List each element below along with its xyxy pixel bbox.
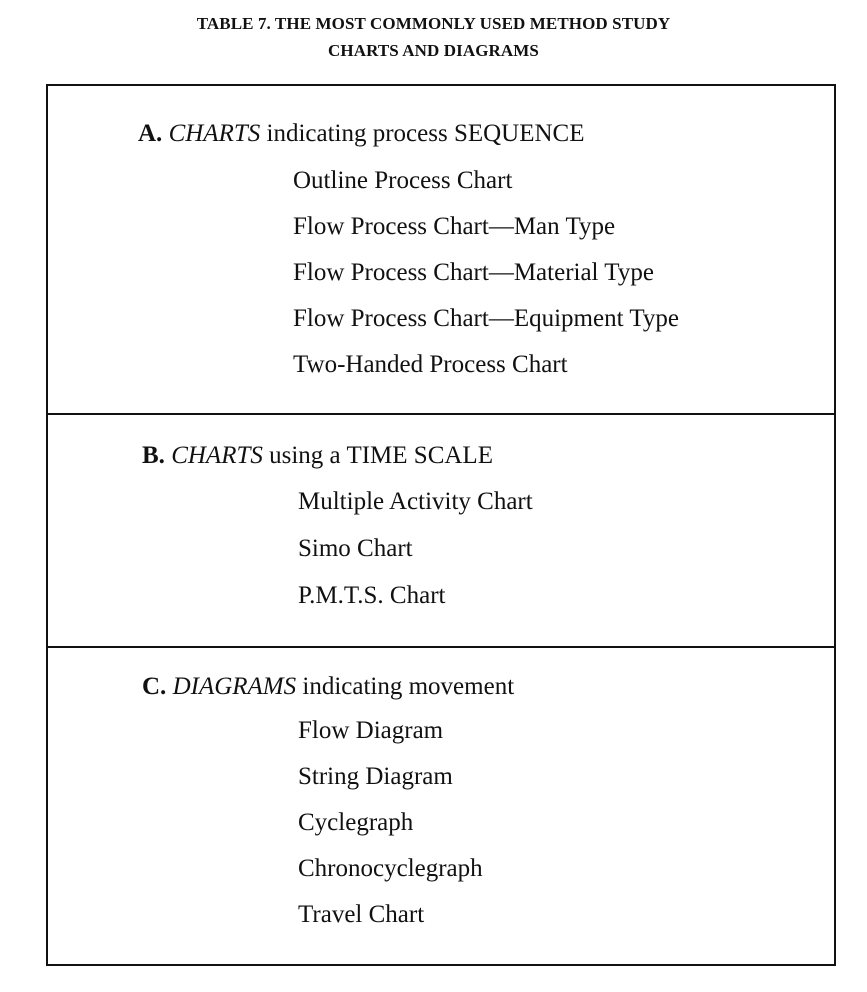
section-b-title: using a TIME SCALE	[269, 442, 493, 469]
section-c-movement-diagrams	[48, 646, 834, 966]
section-c-heading	[142, 671, 514, 703]
section-a-heading	[138, 118, 585, 150]
section-b-letter: B.	[142, 442, 165, 469]
caption-line-1: TABLE 7. THE MOST COMMONLY USED METHOD STUDY	[196, 14, 671, 33]
list-item: Cyclegraph	[298, 809, 414, 836]
section-c-title: indicating movement	[302, 673, 515, 700]
list-item: Flow Diagram	[298, 717, 444, 744]
section-b-time-scale-charts	[48, 413, 834, 646]
list-item: Flow Process Chart—Material Type	[293, 259, 654, 286]
section-c-list	[298, 708, 483, 938]
section-a-keyword: CHARTS	[168, 120, 261, 147]
list-item: Flow Process Chart—Man Type	[293, 213, 616, 240]
list-item: Outline Process Chart	[293, 167, 513, 194]
list-item: Travel Chart	[298, 901, 425, 928]
section-b-list	[298, 478, 533, 619]
method-study-table	[46, 84, 836, 966]
section-b-keyword: CHARTS	[171, 442, 263, 469]
caption-line-2: CHARTS AND DIAGRAMS	[328, 41, 539, 60]
list-item: Chronocyclegraph	[298, 855, 483, 882]
list-item: P.M.T.S. Chart	[298, 582, 446, 609]
section-a-letter: A.	[138, 120, 163, 147]
section-c-keyword: DIAGRAMS	[172, 673, 297, 700]
list-item: Flow Process Chart—Equipment Type	[293, 305, 679, 332]
table-caption	[0, 10, 867, 64]
list-item: String Diagram	[298, 763, 453, 790]
list-item: Simo Chart	[298, 535, 413, 562]
section-a-sequence-charts	[48, 86, 834, 415]
list-item: Two-Handed Process Chart	[293, 351, 568, 378]
section-a-title: indicating process SEQUENCE	[266, 120, 585, 147]
section-b-heading	[142, 440, 493, 472]
list-item: Multiple Activity Chart	[298, 488, 533, 515]
section-c-letter: C.	[142, 673, 167, 700]
section-a-list	[293, 158, 679, 388]
